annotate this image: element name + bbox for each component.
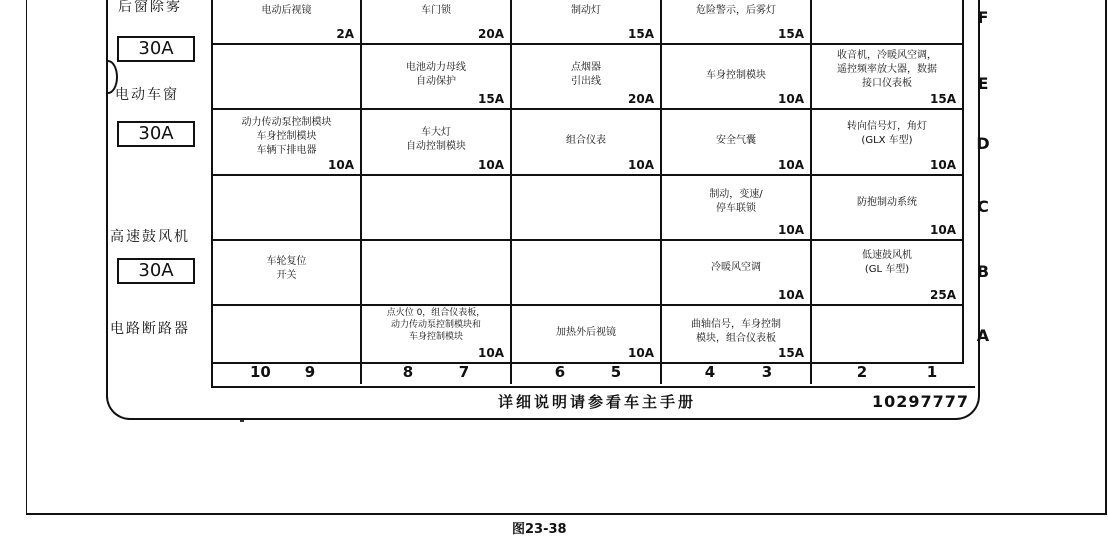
fuse-cell — [812, 0, 962, 43]
fuse-rating: 15A — [628, 27, 654, 41]
fuse-name: 制动，变速/ 停车联锁 — [709, 189, 763, 214]
row-letter-c: C — [977, 197, 989, 216]
column-number: 9 — [304, 363, 316, 381]
fuse-rating: 10A — [930, 223, 956, 237]
label-power-window: 电动车窗 — [115, 87, 179, 103]
fuse-cell — [362, 45, 510, 108]
fuse-rating: 15A — [778, 27, 804, 41]
fuse-rating: 25A — [930, 288, 956, 302]
fuse-name: 制动灯 — [571, 5, 601, 16]
fuse-name: 车身控制模块 — [706, 70, 766, 81]
fuse-cell — [512, 110, 660, 174]
row-letter-b: B — [976, 262, 990, 281]
column-number: 7 — [458, 363, 470, 381]
column-number: 6 — [554, 363, 566, 381]
fuse-name: 组合仪表 — [566, 135, 606, 146]
fuse-name: 安全气囊 — [716, 135, 756, 146]
fuse-name: 车门锁 — [421, 5, 451, 16]
column-number: 8 — [402, 363, 414, 381]
row-letter-a: A — [976, 326, 990, 345]
row-letter-f: F — [977, 8, 989, 27]
fuse-name: 点烟器 引出线 — [571, 62, 601, 87]
fuse-rating: 20A — [628, 92, 654, 106]
fuse-rating: 10A — [778, 288, 804, 302]
fuse-cell — [662, 0, 810, 43]
scan-mark — [240, 420, 244, 422]
fuse-name: 低速鼓风机 (GL 车型) — [862, 250, 912, 275]
fuse-name: 转向信号灯，角灯 (GLX 车型) — [847, 121, 927, 146]
column-number: 1 — [926, 363, 938, 381]
fuse-cell — [512, 176, 660, 239]
fuse-rating: 10A — [628, 346, 654, 360]
fuse-cell — [362, 110, 510, 174]
fuse-rating: 10A — [930, 158, 956, 172]
fuse-cell — [662, 110, 810, 174]
fuse-name: 防抱制动系统 — [857, 197, 917, 208]
fuse-cell — [512, 306, 660, 362]
column-number: 4 — [704, 363, 716, 381]
fuse-cell — [812, 176, 962, 239]
fuse-cell — [213, 0, 360, 43]
fuse-name: 动力传动泵控制模块 车身控制模块 车辆下排电器 — [241, 117, 332, 156]
fuse-cell — [213, 110, 360, 174]
column-number: 2 — [856, 363, 868, 381]
fuse-name: 冷暖风空调 — [711, 262, 761, 273]
row-letter-d: D — [976, 134, 990, 153]
fuse-rating: 10A — [478, 158, 504, 172]
fuse-cell — [362, 241, 510, 304]
fuse-rating: 15A — [778, 346, 804, 360]
fuse-rating: 10A — [478, 346, 504, 360]
fuse-cell — [662, 176, 810, 239]
grid-line — [211, 386, 975, 388]
fuse-rating: 2A — [336, 27, 354, 41]
fuse-rating: 10A — [778, 223, 804, 237]
footer-note: 详细说明请参看车主手册 — [498, 393, 697, 411]
column-number: 3 — [761, 363, 773, 381]
fuse-cell — [362, 306, 510, 362]
fuse-cell — [812, 306, 962, 362]
grid-line — [962, 0, 964, 364]
fuse-cell — [512, 45, 660, 108]
fuse-name: 车轮复位 开关 — [266, 256, 307, 281]
fuse-cell — [362, 0, 510, 43]
fuse-name: 电池动力母线 自动保护 — [406, 62, 466, 87]
figure-caption: 图23-38 — [512, 522, 567, 537]
fuse-cell — [213, 306, 360, 362]
amp-power-window: 30A — [117, 121, 195, 147]
fuse-rating: 15A — [478, 92, 504, 106]
part-number: 10297777 — [872, 392, 970, 411]
fuse-cell — [812, 110, 962, 174]
fuse-cell — [512, 241, 660, 304]
fuse-cell — [213, 241, 360, 304]
fuse-rating: 15A — [930, 92, 956, 106]
fuse-name: 点火位 0，组合仪表板， 动力传动泵控制模块和 车身控制模块 — [386, 308, 486, 342]
fuse-name: 车大灯 自动控制模块 — [406, 127, 466, 152]
fuse-cell — [213, 45, 360, 108]
amp-rear-defog: 30A — [117, 36, 195, 62]
fuse-cell — [362, 176, 510, 239]
fuse-cell — [213, 176, 360, 239]
fuse-cell — [812, 45, 962, 108]
fuse-cell — [662, 45, 810, 108]
row-letter-e: E — [977, 74, 989, 93]
label-high-blower: 高速鼓风机 — [110, 229, 190, 245]
fuse-rating: 10A — [778, 158, 804, 172]
fuse-rating: 10A — [628, 158, 654, 172]
fuse-rating: 10A — [328, 158, 354, 172]
fuse-cell — [512, 0, 660, 43]
fuse-cell — [812, 241, 962, 304]
fuse-cell — [662, 241, 810, 304]
fuse-name: 加热外后视镜 — [556, 327, 616, 338]
fuse-rating: 20A — [478, 27, 504, 41]
column-number: 5 — [610, 363, 622, 381]
fuse-name: 收音机，冷暖风空调， 遥控频率放大器，数据 接口仪表板 — [837, 50, 937, 89]
amp-high-blower: 30A — [117, 258, 195, 284]
fuse-name: 曲轴信号，车身控制 模块，组合仪表板 — [691, 319, 781, 344]
label-rear-defog: 后窗除雾 — [118, 0, 182, 15]
fuse-name: 电动后视镜 — [261, 5, 312, 16]
fuse-cell — [662, 306, 810, 362]
label-circuit-breaker: 电路断路器 — [110, 321, 190, 337]
fuse-name: 危险警示，后雾灯 — [696, 5, 776, 16]
column-number: 10 — [250, 363, 271, 381]
fuse-rating: 10A — [778, 92, 804, 106]
